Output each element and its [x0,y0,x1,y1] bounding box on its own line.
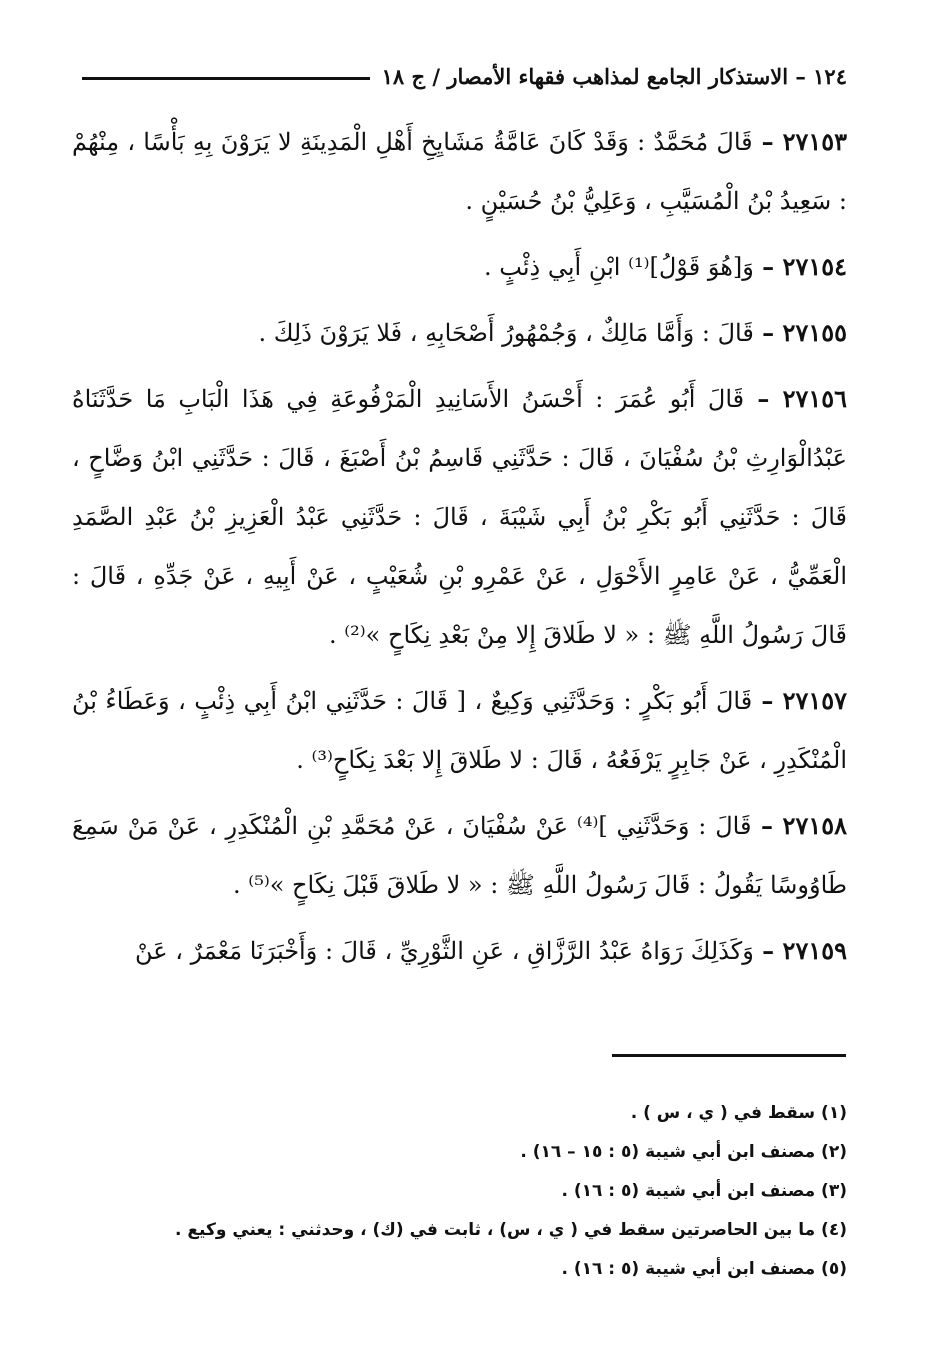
paragraph-text: قَالَ : وَأَمَّا مَالِكٌ ، وَجُمْهُورُ أَصْحَابِهِ ، فَلا يَرَوْنَ ذَلِكَ . [258,319,754,347]
paragraph-number: ٢٧١٥٥ – [754,318,847,347]
paragraph-number: ٢٧١٥٨ – [751,811,847,840]
footnote-4: (٤) ما بين الحاصرتين سقط في ( ي ، س) ، ثابت في (ك) ، وحدثني : يعني وكيع . [175,1220,847,1240]
paragraph-27159 [72,921,847,981]
paragraph-number: ٢٧١٥٧ – [752,686,847,715]
running-head-title: ١٢٤ – الاستذكار الجامع لمذاهب فقهاء الأمصار / ج ١٨ [381,63,847,89]
paragraph-text: قَالَ مُحَمَّدٌ : وَقَدْ كَانَ عَامَّةُ مَشَايِخِ أَهْلِ الْمَدِينَةِ لا يَرَوْنَ بِهِ بَأْسًا ، مِنْهُمْ : سَعِيدُ بْنُ الْمُسَيَّبِ ، وَعَلِيُّ بْنُ حُسَيْنٍ . [72,128,847,215]
header-rule [82,77,370,80]
body-text [72,112,847,987]
paragraph-27153 [72,112,847,231]
paragraph-number: ٢٧١٥٦ – [744,384,847,413]
footnote-1: (١) سقط في ( ي ، س ) . [630,1103,847,1123]
paragraph-27155 [72,303,847,363]
footnote-separator [612,1054,846,1057]
paragraph-27157 [72,671,847,790]
paragraph-text: وَ[هُوَ قَوْلُ]⁽¹⁾ ابْنِ أَبِي ذِئْبٍ . [484,253,754,281]
footnotes [87,1094,847,1289]
footnote-2: (٢) مصنف ابن أبي شيبة (٥ : ١٥ – ١٦) . [520,1142,847,1162]
paragraph-text: قَالَ : وَحَدَّثَنِي ]⁽⁴⁾ عَنْ سُفْيَانَ ، عَنْ مُحَمَّدِ بْنِ الْمُنْكَدِرِ ، عَنْ مَنْ سَمِعَ طَاوُوسًا يَقُولُ : قَالَ رَسُولُ اللَّهِ ﷺ : « لا طَلاقَ قَبْلَ نِكَاحٍ »⁽⁵⁾ . [72,812,847,899]
paragraph-number: ٢٧١٥٩ – [754,936,847,965]
footnote-5: (٥) مصنف ابن أبي شيبة (٥ : ١٦) . [561,1259,847,1279]
footnote-3: (٣) مصنف ابن أبي شيبة (٥ : ١٦) . [561,1181,847,1201]
paragraph-text: قَالَ أَبُو عُمَرَ : أَحْسَنُ الأَسَانِيدِ الْمَرْفُوعَةِ فِي هَذَا الْبَابِ مَا حَدَّثَنَاهُ عَبْدُالْوَارِثِ بْنُ سُفْيَانَ ، قَالَ : حَدَّثَنِي قَاسِمُ بْنُ أَصْبَغَ ، قَالَ : حَدَّثَنِي ابْنُ وَضَّاحٍ ، قَالَ : حَدَّثَنِي أَبُو بَكْرِ بْنُ أَبِي شَيْبَةَ ، قَالَ : حَدَّثَنِي عَبْدُ الْعَزِيزِ بْنُ عَبْدِ الصَّمَدِ الْعَمِّيُّ ، عَنْ عَامِرٍ الأَحْوَلِ ، عَنْ عَمْرِو بْنِ شُعَيْبٍ ، عَنْ أَبِيهِ ، عَنْ جَدِّهِ ، قَالَ : قَالَ رَسُولُ اللَّهِ ﷺ : « لا طَلاقَ إِلا مِنْ بَعْدِ نِكَاحٍ »⁽²⁾ . [72,385,847,649]
paragraph-text: قَالَ أَبُو بَكْرٍ : وَحَدَّثَنِي وَكِيعٌ ، [ قَالَ : حَدَّثَنِي ابْنُ أَبِي ذِئْبٍ ، وَعَطَاءُ بْنُ الْمُنْكَدِرِ ، عَنْ جَابِرٍ يَرْفَعُهُ ، قَالَ : لا طَلاقَ إِلا بَعْدَ نِكَاحٍ⁽³⁾ . [72,687,847,774]
paragraph-27156 [72,369,847,665]
paragraph-number: ٢٧١٥٣ – [753,127,847,156]
paragraph-27154 [72,237,847,297]
paragraph-27158 [72,796,847,915]
running-head [82,56,847,96]
paragraph-number: ٢٧١٥٤ – [754,252,847,281]
paragraph-text: وَكَذَلِكَ رَوَاهُ عَبْدُ الرَّزَّاقِ ، عَنِ الثَّوْرِيِّ ، قَالَ : وَأَخْبَرَنَا مَعْمَرٌ ، عَنْ [134,937,754,965]
